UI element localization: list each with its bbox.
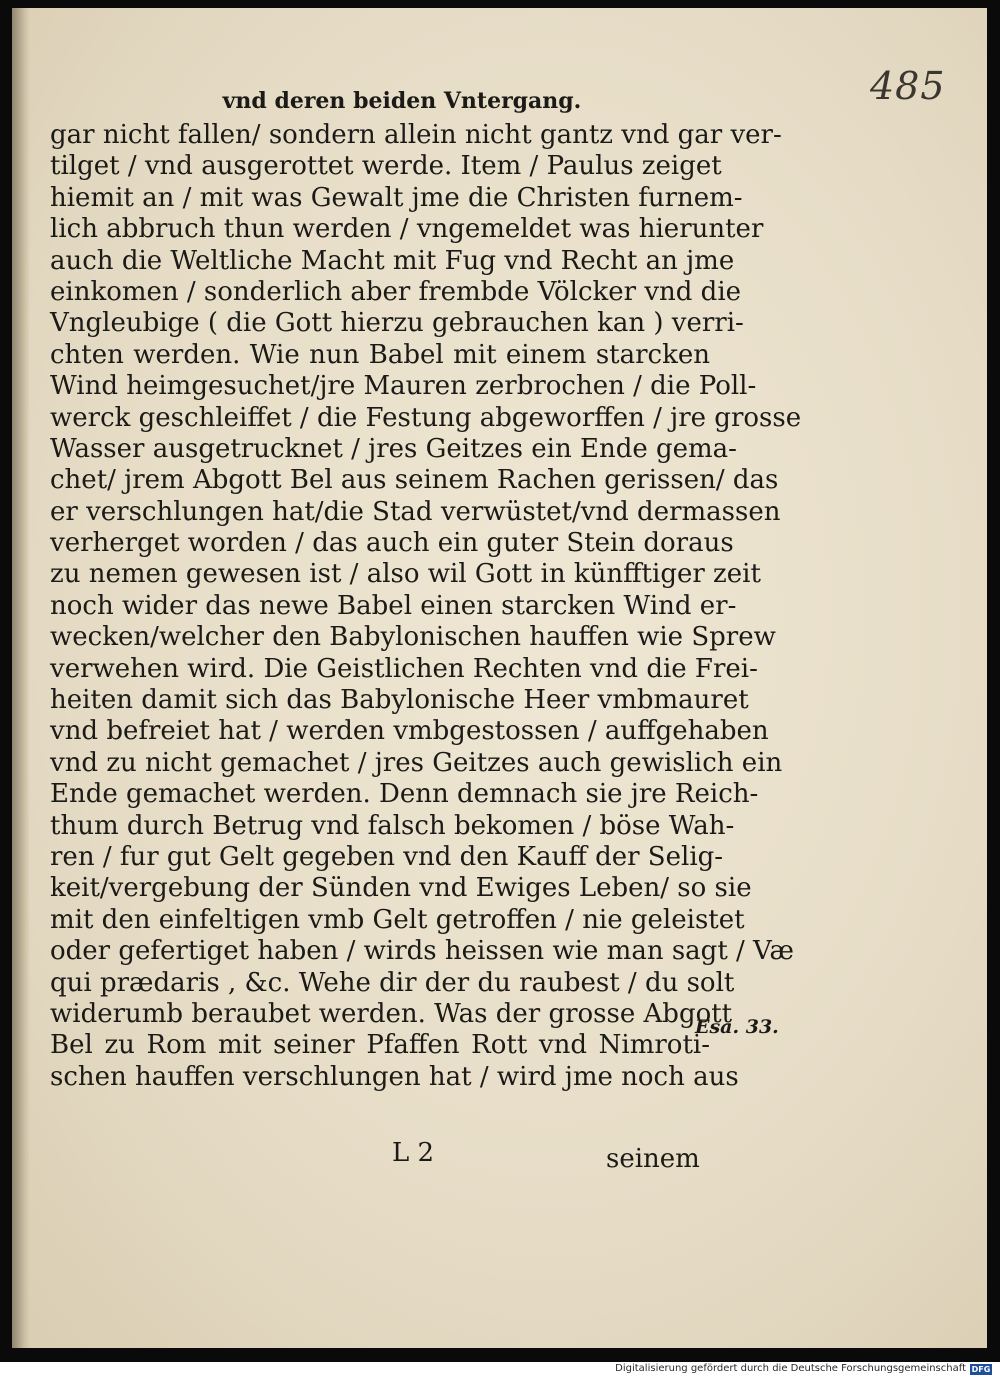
text-line: chet/ jrem Abgott Bel aus seinem Rachen gerissen/ das: [50, 465, 779, 496]
text-line: oder gefertiget haben / wirds heissen wie man sagt / Væ: [50, 936, 794, 967]
page-foot: [12, 1138, 712, 1178]
dfg-logo-icon: DFG: [971, 1365, 991, 1374]
text-line: Bel zu Rom mit seiner Pfaffen Rott vnd Nimroti-: [50, 1030, 710, 1061]
footer-bar: [0, 1362, 1000, 1378]
signature-mark: L 2: [392, 1138, 435, 1168]
text-line: widerumb beraubet werden. Was der grosse Abgott: [50, 998, 733, 1029]
text-line: hiemit an / mit was Gewalt jme die Christen furnem-: [50, 182, 743, 213]
text-line: keit/vergebung der Sünden vnd Ewiges Leben/ so sie: [50, 873, 752, 904]
text-line: mit den einfeltigen vmb Gelt getroffen / nie geleistet: [50, 904, 745, 935]
text-line: einkomen / sonderlich aber frembde Völcker vnd die: [50, 276, 742, 307]
text-line: tilget / vnd ausgerottet werde. Item / Paulus zeiget: [50, 151, 722, 182]
text-line: Vngleubige ( die Gott hierzu gebrauchen kan ) verri-: [50, 308, 744, 339]
text-line: werck geschleiffet / die Festung abgeworffen / jre grosse: [50, 402, 802, 433]
text-line: chten werden. Wie nun Babel mit einem starcken: [50, 339, 710, 370]
text-line: thum durch Betrug vnd falsch bekomen / böse Wah-: [50, 810, 735, 841]
text-line: auch die Weltliche Macht mit Fug vnd Recht an jme: [50, 245, 735, 276]
text-line: noch wider das newe Babel einen starcken Wind er-: [50, 590, 737, 621]
catchword: seinem: [606, 1144, 700, 1174]
text-line: Wind heimgesuchet/jre Mauren zerbrochen / die Poll-: [50, 371, 757, 402]
footer-credit: Digitalisierung gefördert durch die Deutsche Forschungsgemeinschaft: [615, 1363, 966, 1374]
text-line: zu nemen gewesen ist / also wil Gott in künfftiger zeit: [50, 559, 761, 590]
text-line: vnd zu nicht gemachet / jres Geitzes auch gewislich ein: [50, 747, 783, 778]
text-line: Wasser ausgetrucknet / jres Geitzes ein Ende gema-: [50, 433, 737, 464]
text-line: wecken/welcher den Babylonischen hauffen wie Sprew: [50, 622, 776, 653]
text-line: qui prædaris , &c. Wehe dir der du raubest / du solt: [50, 967, 735, 998]
text-line: heiten damit sich das Babylonische Heer vmbmauret: [50, 685, 749, 716]
text-line: schen hauffen verschlungen hat / wird jme noch aus: [50, 1061, 739, 1092]
text-line: vnd befreiet hat / werden vmbgestossen / auffgehaben: [50, 716, 769, 747]
text-line: verherget worden / das auch ein guter Stein doraus: [50, 528, 734, 559]
margin-note: Esa. 33.: [695, 1016, 779, 1038]
text-line: er verschlungen hat/die Stad verwüstet/vnd dermassen: [50, 496, 781, 527]
running-head: vnd deren beiden Vntergang.: [222, 88, 582, 114]
page-number: 485: [870, 64, 946, 108]
text-line: gar nicht fallen/ sondern allein nicht gantz vnd gar ver-: [50, 120, 782, 150]
text-line: ren / fur gut Gelt gegeben vnd den Kauff der Selig-: [50, 841, 724, 872]
book-page: [12, 8, 987, 1348]
text-line: verwehen wird. Die Geistlichen Rechten vnd die Frei-: [50, 653, 758, 684]
text-line: Ende gemachet werden. Denn demnach sie jre Reich-: [50, 779, 759, 810]
text-line: lich abbruch thun werden / vngemeldet was hierunter: [50, 214, 764, 245]
